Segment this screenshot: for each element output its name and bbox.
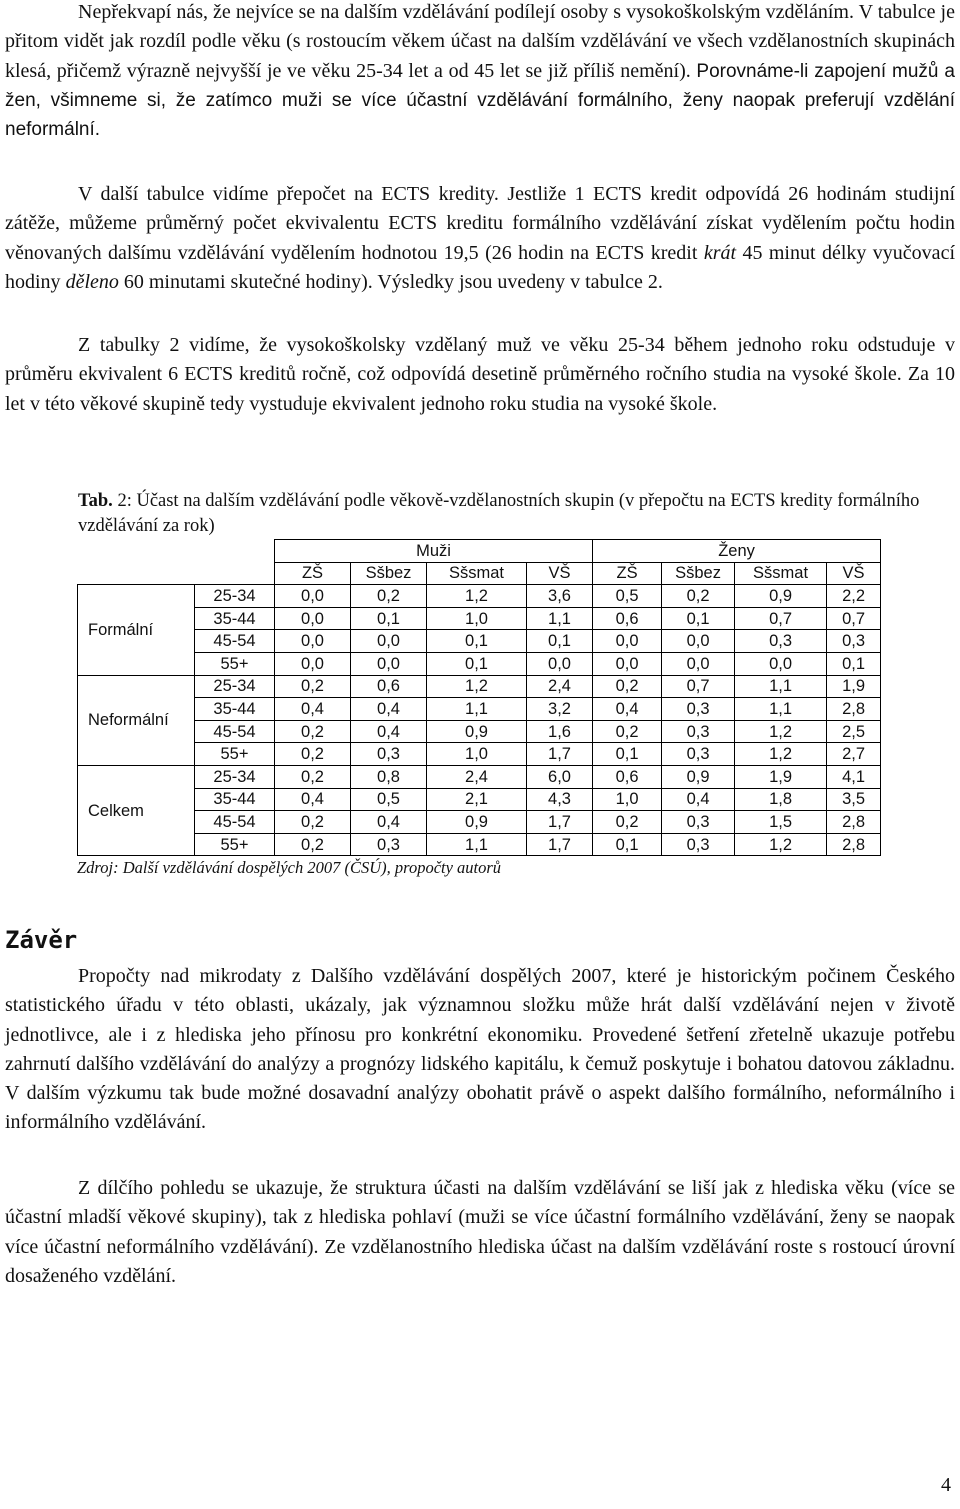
value-cell: 0,2 [275, 833, 351, 856]
value-cell: 2,8 [827, 833, 881, 856]
value-cell: 0,6 [593, 607, 662, 630]
value-cell: 0,3 [351, 743, 427, 766]
value-cell: 0,3 [735, 630, 827, 653]
value-cell: 1,7 [527, 833, 593, 856]
value-cell: 0,1 [527, 630, 593, 653]
value-cell: 0,3 [351, 833, 427, 856]
group-label-cell [78, 765, 195, 855]
age-cell: 25-34 [195, 675, 275, 698]
table-row [78, 720, 881, 743]
table-interpretation-paragraph: Z tabulky 2 vidíme, že vysokoškolsky vzdělaný muž ve věku 25-34 během jednoho roku odstuduje v průměru ekvivalent 6 ECTS kreditů ročně, což odpovídá desetině průměrného ročního studia na vysoké škole. Za 10 let v této věkové skupině tedy vystuduje ekvivalent jednoho roku studia na vysoké škole. [5, 334, 955, 415]
group-label: Neformální [88, 711, 169, 730]
table-caption [78, 489, 956, 539]
value-cell: 0,4 [351, 811, 427, 834]
value-cell: 1,0 [427, 607, 527, 630]
value-cell: 0,0 [527, 652, 593, 675]
value-cell: 0,2 [351, 585, 427, 608]
value-cell: 0,7 [735, 607, 827, 630]
value-cell: 2,4 [527, 675, 593, 698]
value-cell: 0,4 [593, 698, 662, 721]
value-cell: 1,2 [427, 675, 527, 698]
value-cell: 0,2 [662, 585, 735, 608]
age-cell: 55+ [195, 833, 275, 856]
value-cell: 0,7 [662, 675, 735, 698]
value-cell: 1,7 [527, 743, 593, 766]
value-cell: 1,6 [527, 720, 593, 743]
value-cell: 1,1 [427, 698, 527, 721]
value-cell: 0,1 [351, 607, 427, 630]
group-label: Celkem [88, 801, 144, 820]
value-cell: 0,0 [593, 630, 662, 653]
value-cell: 0,3 [662, 720, 735, 743]
value-cell: 0,2 [593, 720, 662, 743]
value-cell: 0,6 [351, 675, 427, 698]
value-cell: 0,2 [275, 811, 351, 834]
value-cell: 0,0 [275, 652, 351, 675]
value-cell: 2,8 [827, 698, 881, 721]
intro-paragraph-sans-text: Porovnáme-li zapojení mužů a žen, všimneme si, že zatímco muži se více účastní vzdělávání formálního, ženy naopak preferují vzdělání neformální. [5, 60, 955, 141]
value-cell: 3,2 [527, 698, 593, 721]
column-header: VŠ [527, 562, 593, 585]
age-cell: 35-44 [195, 698, 275, 721]
column-header: VŠ [827, 562, 881, 585]
value-cell: 0,3 [662, 811, 735, 834]
value-cell: 0,0 [351, 652, 427, 675]
table-row [78, 833, 881, 856]
table-row [78, 652, 881, 675]
value-cell: 1,7 [527, 811, 593, 834]
age-cell: 55+ [195, 652, 275, 675]
value-cell: 0,1 [593, 743, 662, 766]
value-cell: 0,1 [827, 652, 881, 675]
value-cell: 0,2 [275, 765, 351, 788]
ects-text-3: 60 minutami skutečné hodiny). Výsledky jsou uvedeny v tabulce 2. [118, 270, 663, 293]
intro-paragraph-text: Nepřekvapí nás, že nejvíce se na dalším vzdělávání podílejí osoby s vysokoškolským vzděláním. V tabulce je přitom vidět jak rozdíl podle věku (s rostoucím věkem účast na dalším vzdělávání ve všech vzdělanostních skupinách klesá, přičemž výrazně nejvyšší je ve věku 25-34 let a od 45 let se již příliš nemění). [5, 1, 955, 82]
value-cell: 0,3 [662, 833, 735, 856]
value-cell: 0,0 [351, 630, 427, 653]
value-cell: 0,4 [351, 720, 427, 743]
value-cell: 0,2 [275, 675, 351, 698]
ects-text-1: V další tabulce vidíme přepočet na ECTS kredity. Jestliže 1 ECTS kredit odpovídá 26 hodinám studijní zátěže, můžeme průměrný počet ekvivalentu ECTS kreditu formálního vzdělávání získat vydělením počtu hodin věnovaných dalšímu vzdělávání vydělením hodnotou 19,5 (26 hodin na ECTS kredit [5, 183, 955, 264]
intro-paragraph [5, 0, 955, 144]
column-header: ZŠ [593, 562, 662, 585]
ects-italic-1: krát [703, 241, 737, 264]
value-cell: 0,0 [593, 652, 662, 675]
value-cell: 0,3 [662, 698, 735, 721]
header-women: Ženy [593, 540, 881, 563]
value-cell: 0,5 [351, 788, 427, 811]
value-cell: 0,1 [662, 607, 735, 630]
value-cell: 0,0 [275, 630, 351, 653]
table-source: Zdroj: Další vzdělávání dospělých 2007 (ČSÚ), propočty autorů [77, 858, 502, 877]
value-cell: 0,9 [662, 765, 735, 788]
value-cell: 1,1 [427, 833, 527, 856]
header-blank-cell [78, 562, 275, 585]
value-cell: 3,6 [527, 585, 593, 608]
table-row [78, 698, 881, 721]
value-cell: 1,5 [735, 811, 827, 834]
table-caption-text: 2: Účast na dalším vzdělávání podle věkově-vzdělanostních skupin (v přepočtu na ECTS kredity formálního vzdělávání za rok) [78, 491, 920, 536]
value-cell: 0,4 [275, 698, 351, 721]
value-cell: 0,3 [662, 743, 735, 766]
group-label-cell [78, 675, 195, 765]
table-row [78, 811, 881, 834]
ects-italic-2: děleno [65, 270, 119, 293]
group-label: Formální [88, 620, 154, 639]
table-row [78, 765, 881, 788]
value-cell: 0,0 [275, 607, 351, 630]
value-cell: 0,9 [735, 585, 827, 608]
ects-table [77, 539, 881, 856]
age-cell: 55+ [195, 743, 275, 766]
value-cell: 1,1 [735, 675, 827, 698]
value-cell: 0,9 [427, 720, 527, 743]
value-cell: 0,2 [275, 720, 351, 743]
value-cell: 1,2 [735, 720, 827, 743]
value-cell: 2,5 [827, 720, 881, 743]
group-label-cell [78, 585, 195, 675]
value-cell: 1,0 [593, 788, 662, 811]
table-row [78, 788, 881, 811]
value-cell: 1,2 [735, 743, 827, 766]
value-cell: 0,4 [275, 788, 351, 811]
value-cell: 1,9 [735, 765, 827, 788]
value-cell: 0,3 [827, 630, 881, 653]
value-cell: 0,2 [593, 675, 662, 698]
value-cell: 0,1 [593, 833, 662, 856]
age-cell: 45-54 [195, 720, 275, 743]
header-men: Muži [275, 540, 593, 563]
table-row [78, 607, 881, 630]
column-header: ZŠ [275, 562, 351, 585]
value-cell: 2,8 [827, 811, 881, 834]
value-cell: 2,4 [427, 765, 527, 788]
value-cell: 2,2 [827, 585, 881, 608]
header-blank-cell [78, 540, 275, 563]
value-cell: 0,0 [735, 652, 827, 675]
value-cell: 1,0 [427, 743, 527, 766]
value-cell: 4,3 [527, 788, 593, 811]
column-header: Sšbez [351, 562, 427, 585]
age-cell: 45-54 [195, 811, 275, 834]
value-cell: 0,8 [351, 765, 427, 788]
value-cell: 0,2 [593, 811, 662, 834]
age-cell: 25-34 [195, 585, 275, 608]
conclusion-paragraph-1: Propočty nad mikrodaty z Dalšího vzdělávání dospělých 2007, které je historickým počinem Českého statistického úřadu v této oblasti, ukázaly, jak významnou složku může hrát další vzdělávání nejen v životě jednotlivce, ale i z hlediska jeho přínosu pro konkrétní ekonomiku. Provedené šetření zřetelně ukazuje potřebu zahrnutí dalšího vzdělávání do analýzy a prognózy lidského kapitálu, k čemuž poskytuje i bohatou datovou základnu. V dalším výzkumu tak bude možné dosavadní analýzy obohatit právě o aspekt dalšího formálního, neformálního i informálního vzdělávání. [5, 965, 955, 1134]
value-cell: 1,2 [427, 585, 527, 608]
value-cell: 0,2 [275, 743, 351, 766]
value-cell: 1,1 [735, 698, 827, 721]
value-cell: 0,9 [427, 811, 527, 834]
value-cell: 6,0 [527, 765, 593, 788]
value-cell: 0,4 [351, 698, 427, 721]
ects-paragraph [5, 180, 955, 297]
value-cell: 3,5 [827, 788, 881, 811]
conclusion-paragraph-2: Z dílčího pohledu se ukazuje, že struktura účasti na dalším vzdělávání se liší jak z hlediska věku (více se účastní mladší věkové skupiny), tak z hlediska pohlaví (muži se více účastní formálního vzdělávání, ženy se naopak více účastní neformálního vzdělávání). Ze vzdělanostního hlediska účast na dalším vzdělávání roste s rostoucí úrovní dosaženého vzdělání. [5, 1177, 955, 1287]
value-cell: 1,9 [827, 675, 881, 698]
conclusion-heading: Závěr [5, 926, 78, 954]
value-cell: 0,0 [662, 652, 735, 675]
table-row [78, 585, 881, 608]
value-cell: 1,1 [527, 607, 593, 630]
age-cell: 35-44 [195, 607, 275, 630]
value-cell: 0,5 [593, 585, 662, 608]
value-cell: 1,2 [735, 833, 827, 856]
value-cell: 0,7 [827, 607, 881, 630]
column-header: Sšsmat [427, 562, 527, 585]
value-cell: 0,1 [427, 652, 527, 675]
table-caption-label: Tab. [78, 491, 113, 511]
value-cell: 2,1 [427, 788, 527, 811]
age-cell: 45-54 [195, 630, 275, 653]
table-row [78, 675, 881, 698]
value-cell: 0,0 [275, 585, 351, 608]
value-cell: 0,6 [593, 765, 662, 788]
value-cell: 1,8 [735, 788, 827, 811]
column-header: Sšsmat [735, 562, 827, 585]
column-header: Sšbez [662, 562, 735, 585]
table-row [78, 630, 881, 653]
value-cell: 0,1 [427, 630, 527, 653]
value-cell: 2,7 [827, 743, 881, 766]
age-cell: 35-44 [195, 788, 275, 811]
page-number: 4 [941, 1474, 951, 1496]
value-cell: 4,1 [827, 765, 881, 788]
age-cell: 25-34 [195, 765, 275, 788]
value-cell: 0,4 [662, 788, 735, 811]
header-row-sex [78, 540, 881, 563]
ects-text-2: 45 minut délky vyučovací hodiny [5, 241, 955, 293]
header-row-education [78, 562, 881, 585]
table-row [78, 743, 881, 766]
value-cell: 0,0 [662, 630, 735, 653]
